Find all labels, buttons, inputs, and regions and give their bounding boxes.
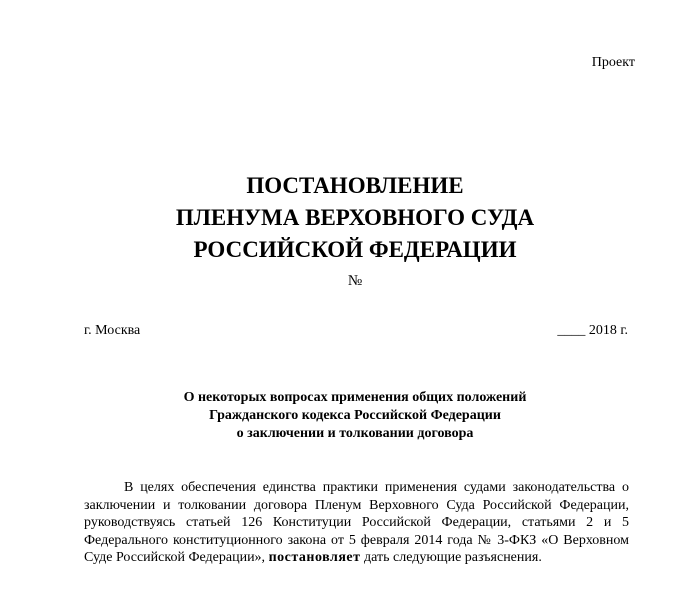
- city-label: г. Москва: [84, 323, 141, 338]
- body-text-end: дать следующие разъяснения.: [360, 550, 542, 565]
- draft-label: Проект: [591, 55, 635, 70]
- title-line-2: ПЛЕНУМА ВЕРХОВНОГО СУДА: [175, 205, 535, 230]
- document-subject: [0, 389, 675, 443]
- body-paragraph: [84, 479, 629, 567]
- title-line-1: ПОСТАНОВЛЕНИЕ: [246, 173, 464, 198]
- subject-line-2: Гражданского кодекса Российской Федерации: [209, 408, 501, 423]
- subject-line-1: О некоторых вопросах применения общих положений: [183, 390, 527, 405]
- subject-line-3: о заключении и толковании договора: [236, 426, 474, 441]
- date-label: ____ 2018 г.: [557, 323, 628, 338]
- document-title: [0, 170, 675, 266]
- body-emphasis: постановляет: [268, 550, 361, 565]
- body-text-start: В целях обеспечения единства практики применения судами законодательства о заключении и толковании договора Пленум Верховного Суда Российской Федерации, руководствуясь статьей 126 Конституции Российской Федерации, статьями 2 и 5 Федерального конституционного закона от 5 февраля 2014 года № 3-ФКЗ «О Верховном Суде Российской Федерации»,: [84, 480, 629, 565]
- document-number: №: [347, 273, 363, 289]
- title-line-3: РОССИЙСКОЙ ФЕДЕРАЦИИ: [193, 237, 517, 262]
